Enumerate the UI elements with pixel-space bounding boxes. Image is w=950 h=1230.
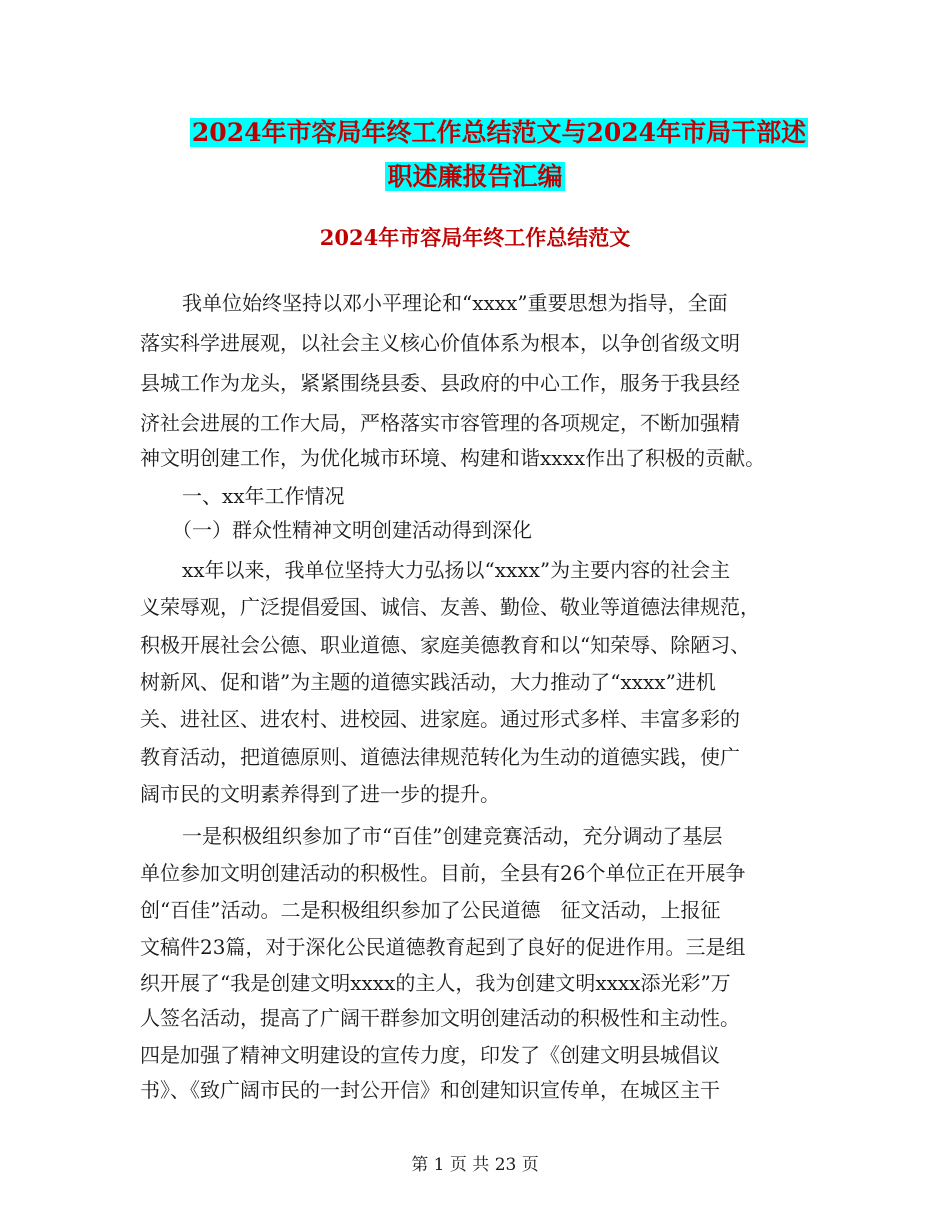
body-line: 四是加强了精神文明建设的宣传力度，印发了《创建文明县城倡议 [140, 1043, 720, 1067]
body-line: 教育活动，把道德原则、道德法律规范转化为生动的道德实践，使广 [140, 745, 740, 769]
document-title-line-2: 职述廉报告汇编 [387, 162, 563, 191]
body-line: 一是积极组织参加了市“百佳”创建竞赛活动，充分调动了基层 [182, 824, 723, 848]
body-line: 落实科学进展观，以社会主义核心价值体系为根本，以争创省级文明 [140, 331, 740, 355]
body-line: 我单位始终坚持以邓小平理论和“xxxx”重要思想为指导，全面 [182, 291, 728, 315]
body-line: 县城工作为龙头，紧紧围绕县委、县政府的中心工作，服务于我县经 [140, 371, 740, 395]
body-line: 积极开展社会公德、职业道德、家庭美德教育和以“知荣辱、除陋习、 [140, 633, 751, 657]
section-title: 2024年市容局年终工作总结范文 [319, 225, 631, 250]
subsection-heading: （一）群众性精神文明创建活动得到深化 [172, 518, 532, 542]
body-line: 单位参加文明创建活动的积极性。目前，全县有26个单位正在开展争 [140, 861, 746, 885]
body-line: 关、进社区、进农村、进校园、进家庭。通过形式多样、丰富多彩的 [140, 707, 740, 731]
body-line: 织开展了“我是创建文明xxxx的主人，我为创建文明xxxx添光彩”万 [140, 971, 731, 995]
body-line: 济社会进展的工作大局，严格落实市容管理的各项规定，不断加强精 [140, 411, 740, 435]
page-footer: 第 1 页 共 23 页 [411, 1155, 539, 1175]
body-line: 树新风、促和谐”为主题的道德实践活动，大力推动了“xxxx”进机 [140, 670, 716, 694]
body-line: 人签名活动，提高了广阔干群参加文明创建活动的积极性和主动性。 [140, 1006, 740, 1030]
body-line: 书》、《致广阔市民的一封公开信》和创建知识宣传单，在城区主干 [140, 1078, 720, 1102]
body-line: xx年以来，我单位坚持大力弘扬以“xxxx”为主要内容的社会主 [182, 558, 731, 582]
body-line: 神文明创建工作，为优化城市环境、构建和谐xxxx作出了积极的贡献。 [140, 446, 766, 470]
body-line: 文稿件23篇，对于深化公民道德教育起到了良好的促进作用。三是组 [140, 935, 746, 959]
body-line: 义荣辱观，广泛提倡爱国、诚信、友善、勤俭、敬业等道德法律规范， [140, 595, 760, 619]
body-line: 阔市民的文明素养得到了进一步的提升。 [140, 782, 500, 806]
section-heading: 一、xx年工作情况 [182, 484, 345, 508]
body-line: 创“百佳”活动。二是积极组织参加了公民道德 征文活动，上报征 [140, 898, 721, 922]
document-title-line-1: 2024年市容局年终工作总结范文与2024年市局干部述 [191, 118, 807, 147]
